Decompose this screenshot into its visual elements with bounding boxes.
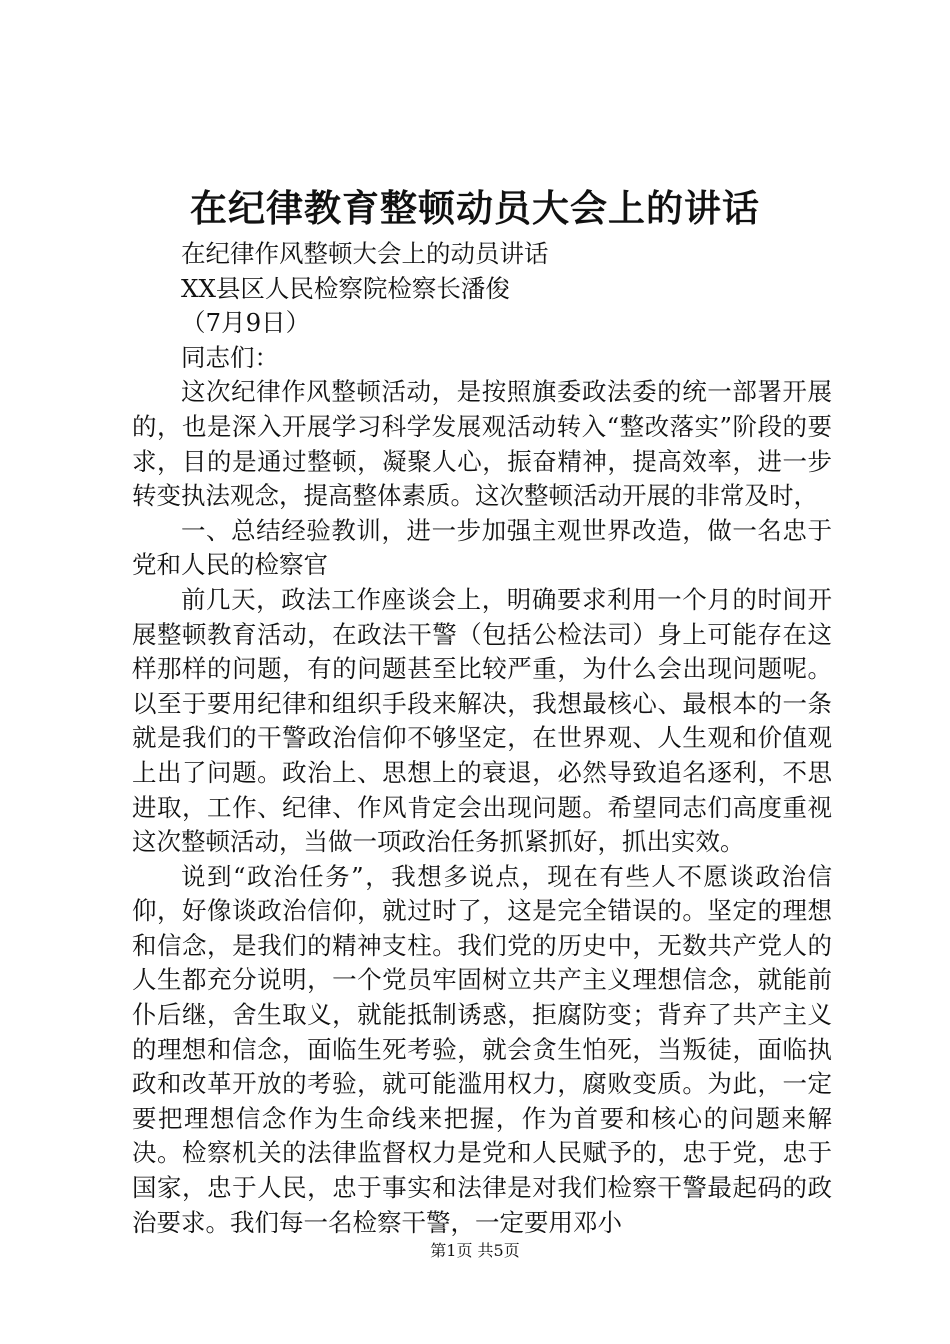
speech-subtitle: 在纪律作风整顿大会上的动员讲话 [181,239,549,268]
date-line: （7月9日） [181,308,311,338]
page-footer: 第1页 共5页 [430,1241,520,1260]
body-paragraph: 说到“政治任务”，我想多说点，现在有些人不愿谈政治信仰，好像谈政治信仰，就过时了，这是完全错误的。坚定的理想和信念，是我们的精神支柱。我们党的历史中，无数共产党人的人生都充分说明，一个党员牢固树立共产主义理想信念，就能前仆后继，舍生取义，就能抵制诱惑，拒腐防变；背弃了共产主义的理想和信念，面临生死考验，就会贪生怕死，当叛徒，面临执政和改革开放的考验，就可能滥用权力，腐败变质。为此，一定要把理想信念作为生命线来把握，作为首要和核心的问题来解决。检察机关的法律监督权力是党和人民赋予的，忠于党，忠于国家，忠于人民，忠于事实和法律是对我们检察干警最起码的政治要求。我们每一名检察干警，一定要用邓小 [132,861,832,1237]
body-paragraph: 这次纪律作风整顿活动，是按照旗委政法委的统一部署开展的，也是深入开展学习科学发展观活动转入“整改落实”阶段的要求，目的是通过整顿，凝聚人心，振奋精神，提高效率，进一步转变执法观念，提高整体素质。这次整顿活动开展的非常及时， [132,377,832,511]
salutation: 同志们： [181,342,279,372]
document-body [132,237,832,1240]
speaker-line: XX县区人民检察院检察长潘俊 [181,273,510,303]
section-heading: 一、总结经验教训，进一步加强主观世界改造，做一名忠于党和人民的检察官 [132,515,832,580]
body-paragraph: 前几天，政法工作座谈会上，明确要求利用一个月的时间开展整顿教育活动，在政法干警（包括公检法司）身上可能存在这样那样的问题，有的问题甚至比较严重，为什么会出现问题呢。以至于要用纪律和组织手段来解决，我想最核心、最根本的一条就是我们的干警政治信仰不够坚定，在世界观、人生观和价值观上出了问题。政治上、思想上的衰退，必然导致追名逐利，不思进取，工作、纪律、作风肯定会出现问题。希望同志们高度重视这次整顿活动，当做一项政治任务抓紧抓好，抓出实效。 [132,584,832,857]
document-title: 在纪律教育整顿动员大会上的讲话 [190,186,760,230]
